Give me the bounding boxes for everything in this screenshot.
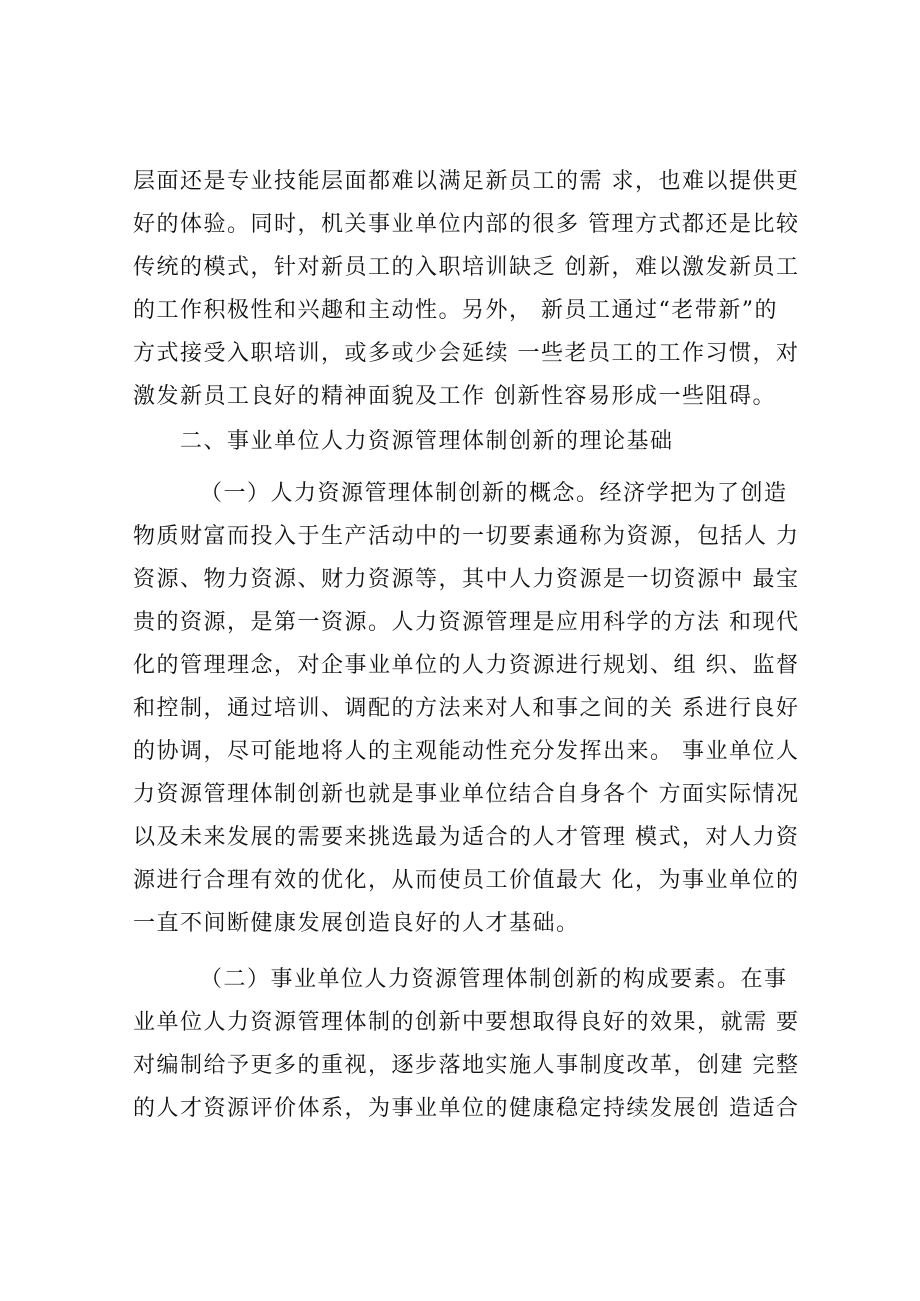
text-line: 一直不间断健康发展创造良好的人才基础。 bbox=[133, 911, 580, 936]
text-line: 和控制，通过培训、调配的方法来对人和事之间的关 系进行良好 bbox=[133, 696, 800, 721]
text-line: 以及未来发展的需要来挑选最为适合的人才管理 模式，对人力资 bbox=[133, 825, 800, 850]
text-line: 源进行合理有效的优化，从而使员工价值最大 化，为事业单位的 bbox=[133, 868, 800, 893]
text-line: 的协调，尽可能地将人的主观能动性充分发挥出来。 事业单位人 bbox=[133, 739, 800, 764]
text-line: 的工作积极性和兴趣和主动性。另外， 新员工通过“老带新”的 bbox=[133, 298, 778, 323]
text-line: 传统的模式，针对新员工的入职培训缺乏 创新，难以激发新员工 bbox=[133, 255, 800, 280]
section-heading: 二、事业单位人力资源管理体制创新的理论基础 bbox=[180, 429, 674, 454]
text-line: 的人才资源评价体系，为事业单位的健康稳定持续发展创 造适合 bbox=[133, 1096, 800, 1121]
text-line: 业单位人力资源管理体制的创新中要想取得良好的效果，就需 要 bbox=[133, 1010, 800, 1035]
text-line: 好的体验。同时，机关事业单位内部的很多 管理方式都还是比较 bbox=[133, 212, 800, 237]
text-line: 贵的资源，是第一资源。人力资源管理是应用科学的方法 和现代 bbox=[133, 610, 800, 635]
text-line: 层面还是专业技能层面都难以满足新员工的需 求，也难以提供更 bbox=[133, 169, 800, 194]
text-line: 物质财富而投入于生产活动中的一切要素通称为资源，包括人 力 bbox=[133, 524, 800, 549]
text-line: 激发新员工良好的精神面貌及工作 创新性容易形成一些阻碍。 bbox=[133, 384, 776, 409]
subsection-heading-1: （一）人力资源管理体制创新的概念。经济学把为了创造 bbox=[200, 481, 788, 506]
text-line: 方式接受入职培训，或多或少会延续 一些老员工的工作习惯，对 bbox=[133, 341, 800, 366]
text-line: 化的管理理念，对企事业单位的人力资源进行规划、组 织、监督 bbox=[133, 653, 800, 678]
text-line: 对编制给予更多的重视，逐步落地实施人事制度改革，创建 完整 bbox=[133, 1053, 800, 1078]
text-line: 力资源管理体制创新也就是事业单位结合自身各个 方面实际情况 bbox=[133, 782, 800, 807]
text-line: 资源、物力资源、财力资源等，其中人力资源是一切资源中 最宝 bbox=[133, 567, 800, 592]
subsection-heading-2: （二）事业单位人力资源管理体制创新的构成要素。在事 bbox=[200, 967, 788, 992]
